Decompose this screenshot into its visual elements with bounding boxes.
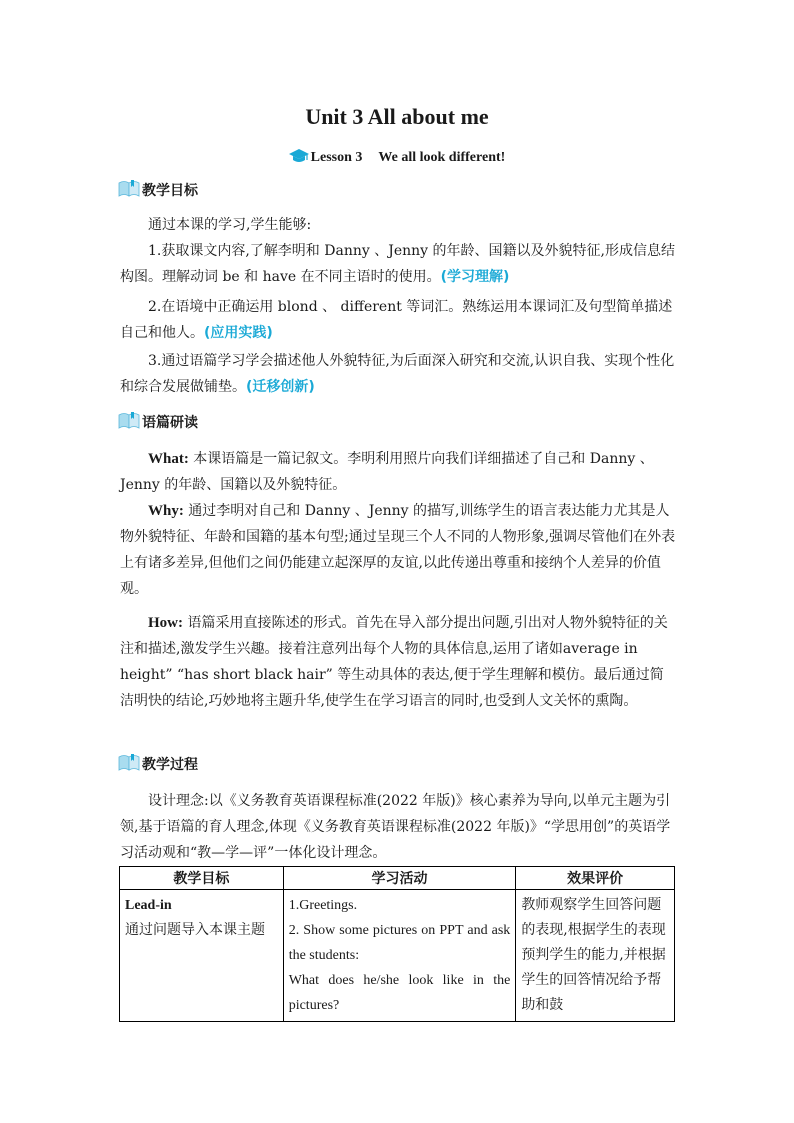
objective-tag-2: (应用实践) [204,325,273,341]
why-label: Why: [148,503,184,519]
goal-title: Lead-in [125,898,172,913]
section-heading-process [118,752,198,776]
objective-item-3: 3.通过语篇学习学会描述他人外貌特征,为后面深入研究和交流,认识自我、实现个性化和综合发展做铺垫。(迁移创新) [120,353,675,395]
process-intro: 设计理念:以《义务教育英语课程标准(2022 年版)》核心素养为导向,以单元主题为引领,基于语篇的育人理念,体现《义务教育英语课程标准(2022 年版)》“学思用创”的英语学习活动观和“教—学—评”一体化设计理念。 [120,793,671,861]
lesson-subtitle [0,148,794,169]
activity-line: 2. Show some pictures on PPT and ask the students: [288,923,511,963]
table-header-cell: 教学目标 [120,867,284,890]
evaluation-cell: 教师观察学生回答问题的表现,根据学生的表现预判学生的能力,并根据学生的回答情况给予帮助和鼓 [516,890,675,1022]
lesson-number: Lesson 3 [310,150,363,165]
lesson-plan-table [119,866,675,1022]
goal-cell [120,890,284,1022]
objectives-intro: 通过本课的学习,学生能够: [148,217,312,233]
book-icon [118,752,140,776]
activity-cell [283,890,516,1022]
analysis-why: Why: 通过李明对自己和 Danny 、Jenny 的描写,训练学生的语言表达能力尤其是人物外貌特征、年龄和国籍的基本句型;通过呈现三个人不同的人物形象,强调尽管他们在外表上有诸多差异,但他们之间仍能建立起深厚的友谊,以此传递出尊重和接纳个人差异的价值观。 [120,503,676,597]
lesson-title: We all look different! [378,150,506,165]
analysis-heading: 语篇研读 [142,415,198,431]
table-header-row [120,867,675,890]
activity-line: 1.Greetings. [288,898,358,913]
objective-tag-1: (学习理解) [440,269,510,285]
table-row [120,890,675,1022]
section-heading-objectives [118,178,198,202]
goal-text: 通过问题导入本课主题 [125,922,265,938]
book-icon [118,410,140,434]
how-label: How: [148,615,183,631]
table-header-cell: 效果评价 [516,867,675,890]
objective-item-2: 2.在语境中正确运用 blond 、 different 等词汇。熟练运用本课词汇及句型简单描述自己和他人。(应用实践) [120,299,673,341]
analysis-how: How: 语篇采用直接陈述的形式。首先在导入部分提出问题,引出对人物外貌特征的关注和描述,激发学生兴趣。接着注意列出每个人物的具体信息,运用了诸如average in height” “has short black hair” 等生动具体的表达,便于学生理解和模仿。最后通过简洁明快的结论,巧妙地将主题升华,使学生在学习语言的同时,也受到人文关怀的熏陶。 [120,615,668,709]
graduation-cap-icon [289,148,309,169]
unit-title: Unit 3 All about me [305,104,489,129]
section-heading-analysis [118,410,198,434]
book-icon [118,178,140,202]
objective-item-1: 1.获取课文内容,了解李明和 Danny 、Jenny 的年龄、国籍以及外貌特征,形成信息结构图。理解动词 be 和 have 在不同主语时的使用。(学习理解) [120,243,675,285]
table-header-cell: 学习活动 [283,867,516,890]
objectives-heading: 教学目标 [142,183,198,199]
process-heading: 教学过程 [142,757,198,773]
analysis-what: What: 本课语篇是一篇记叙文。李明利用照片向我们详细描述了自己和 Danny 、 Jenny 的年龄、国籍以及外貌特征。 [120,451,654,493]
what-label: What: [148,451,189,467]
activity-line: What does he/she look like in the pictures? [288,973,511,1013]
objective-tag-3: (迁移创新) [246,379,315,395]
